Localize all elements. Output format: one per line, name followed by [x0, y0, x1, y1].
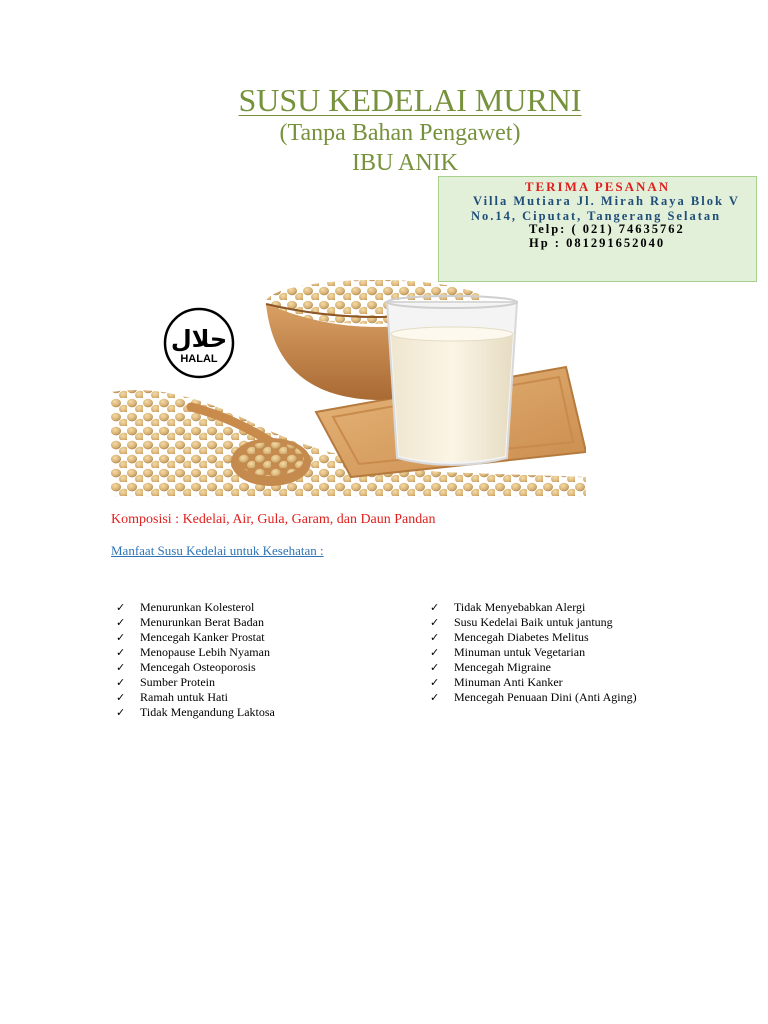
benefits-list-right: [430, 600, 637, 705]
benefit-label: Menurunkan Berat Badan: [140, 615, 264, 629]
owner-name: IBU ANIK: [352, 150, 458, 176]
benefit-item: [430, 690, 637, 705]
benefit-item: [430, 630, 637, 645]
soy-milk-photo: [111, 272, 586, 497]
benefit-label: Menopause Lebih Nyaman: [140, 645, 270, 659]
halal-label: HALAL: [180, 353, 218, 365]
benefit-item: [430, 660, 637, 675]
benefit-item: [116, 630, 275, 645]
benefit-label: Mencegah Migraine: [454, 660, 551, 674]
benefit-label: Sumber Protein: [140, 675, 215, 689]
benefit-item: [430, 675, 637, 690]
benefit-item: [430, 615, 637, 630]
checkmark-icon: ✓: [116, 631, 126, 644]
benefit-item: [116, 705, 275, 720]
checkmark-icon: ✓: [430, 661, 440, 674]
benefit-item: [116, 660, 275, 675]
checkmark-icon: ✓: [116, 676, 126, 689]
checkmark-icon: ✓: [116, 646, 126, 659]
benefit-label: Minuman untuk Vegetarian: [454, 645, 586, 659]
checkmark-icon: ✓: [116, 661, 126, 674]
benefit-item: [116, 690, 275, 705]
phone-number: Telp: ( 021) 74635762: [529, 222, 685, 236]
page-title: SUSU KEDELAI MURNI: [238, 82, 582, 118]
benefits-list-left: [116, 600, 275, 720]
halal-logo: [163, 307, 235, 379]
checkmark-icon: ✓: [116, 691, 126, 704]
checkmark-icon: ✓: [430, 616, 440, 629]
checkmark-icon: ✓: [430, 691, 440, 704]
checkmark-icon: ✓: [430, 601, 440, 614]
checkmark-icon: ✓: [430, 646, 440, 659]
order-heading: TERIMA PESANAN: [524, 179, 671, 194]
checkmark-icon: ✓: [430, 676, 440, 689]
order-info-box: [438, 176, 757, 282]
benefit-item: [116, 600, 275, 615]
composition-text: Komposisi : Kedelai, Air, Gula, Garam, dan Daun Pandan: [111, 512, 436, 527]
page-subtitle: (Tanpa Bahan Pengawet): [279, 120, 521, 146]
address-line-1: Villa Mutiara Jl. Mirah Raya Blok V: [473, 194, 740, 208]
checkmark-icon: ✓: [430, 631, 440, 644]
benefit-label: Mencegah Diabetes Melitus: [454, 630, 589, 644]
benefit-label: Menurunkan Kolesterol: [140, 600, 255, 614]
benefit-item: [116, 615, 275, 630]
checkmark-icon: ✓: [116, 601, 126, 614]
address-line-2: No.14, Ciputat, Tangerang Selatan: [471, 209, 722, 223]
benefits-heading: Manfaat Susu Kedelai untuk Kesehatan :: [111, 543, 324, 558]
soy-milk-illustration: [111, 272, 586, 497]
benefit-label: Minuman Anti Kanker: [454, 675, 563, 689]
checkmark-icon: ✓: [116, 616, 126, 629]
benefit-label: Tidak Menyebabkan Alergi: [454, 600, 586, 614]
benefit-label: Tidak Mengandung Laktosa: [140, 705, 275, 719]
benefit-label: Ramah untuk Hati: [140, 690, 228, 704]
benefit-label: Mencegah Osteoporosis: [140, 660, 256, 674]
benefit-label: Susu Kedelai Baik untuk jantung: [454, 615, 613, 629]
benefit-label: Mencegah Penuaan Dini (Anti Aging): [454, 690, 637, 704]
benefit-item: [116, 675, 275, 690]
benefit-item: [430, 600, 637, 615]
benefit-item: [430, 645, 637, 660]
halal-arabic-text: حلال: [170, 325, 228, 353]
benefit-label: Mencegah Kanker Prostat: [140, 630, 265, 644]
mobile-number: Hp : 081291652040: [529, 236, 666, 250]
benefit-item: [116, 645, 275, 660]
checkmark-icon: ✓: [116, 706, 126, 719]
